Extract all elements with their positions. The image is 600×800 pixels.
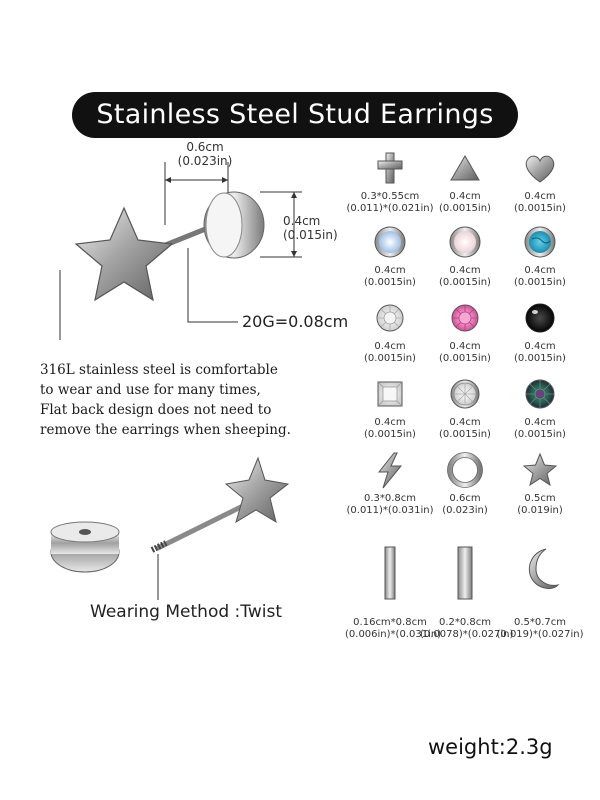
size-cm: 0.4cm <box>374 265 406 276</box>
size-cm: 0.16cm*0.8cm <box>353 617 427 628</box>
black-bead-icon <box>520 298 560 338</box>
height-cm: 0.4cm <box>283 214 321 228</box>
height-dimension-label <box>283 214 353 242</box>
size-in: (0.0015in) <box>439 277 491 288</box>
earring-item <box>495 222 585 289</box>
height-in: (0.015in) <box>283 228 338 242</box>
round-crystal-icon <box>445 374 485 414</box>
description-line: 316L stainless steel is comfortable <box>40 362 278 378</box>
size-in: (0.0015in) <box>439 353 491 364</box>
size-in: (0.0015in) <box>439 429 491 440</box>
size-in: (0.011)*(0.021in) <box>346 203 434 214</box>
size-cm: 0.2*0.8cm <box>438 617 492 628</box>
abalone-crystal-icon <box>520 374 560 414</box>
size-cm: 0.3*0.8cm <box>363 493 417 504</box>
earring-size-caption <box>495 265 585 289</box>
cross-icon <box>370 148 410 188</box>
earring-item <box>495 148 585 215</box>
width-in: (0.023in) <box>177 154 233 168</box>
heart-icon <box>520 148 560 188</box>
turquoise-icon <box>520 222 560 262</box>
earring-size-caption <box>495 417 585 441</box>
size-in: (0.0015in) <box>514 203 566 214</box>
description-line: remove the earrings when sheeping. <box>40 422 291 438</box>
size-in: (0.0015in) <box>439 203 491 214</box>
wearing-method-diagram <box>40 450 310 610</box>
size-cm: 0.4cm <box>449 191 481 202</box>
clear-crystal-icon <box>370 298 410 338</box>
size-cm: 0.6cm <box>449 493 481 504</box>
earring-item <box>495 545 585 641</box>
size-cm: 0.4cm <box>524 265 556 276</box>
size-cm: 0.4cm <box>374 417 406 428</box>
earring-item <box>495 298 585 365</box>
size-in: (0.011)*(0.031in) <box>346 505 434 516</box>
star-icon <box>520 450 560 490</box>
gauge-label: 20G=0.08cm <box>242 312 349 331</box>
size-in: (0.019in) <box>517 505 563 516</box>
size-in: (0.006in)*(0.031in) <box>345 629 442 640</box>
size-in: (0.0015in) <box>514 429 566 440</box>
size-in: (0.0078)*(0.027in) <box>420 629 514 640</box>
size-cm: 0.4cm <box>449 341 481 352</box>
size-in: (0.0015in) <box>514 277 566 288</box>
ring-icon <box>445 450 485 490</box>
size-in: (0.0015in) <box>364 429 416 440</box>
earring-size-caption <box>495 341 585 365</box>
earring-size-caption <box>495 191 585 215</box>
lightning-icon <box>370 450 410 490</box>
blue-opal-icon <box>370 222 410 262</box>
size-cm: 0.4cm <box>524 191 556 202</box>
size-cm: 0.3*0.55cm <box>360 191 420 202</box>
width-dimension-label <box>150 140 260 168</box>
description-line: Flat back design does not need to <box>40 402 272 418</box>
size-cm: 0.4cm <box>449 417 481 428</box>
size-in: (0.0015in) <box>514 353 566 364</box>
pink-crystal-icon <box>445 298 485 338</box>
page-title: Stainless Steel Stud Earrings <box>72 92 518 138</box>
earring-size-caption <box>495 617 585 641</box>
size-cm: 0.4cm <box>524 417 556 428</box>
size-cm: 0.5cm <box>524 493 556 504</box>
size-in: (0.0015in) <box>364 353 416 364</box>
triangle-icon <box>445 148 485 188</box>
size-in: (0.0015in) <box>364 277 416 288</box>
thin-bar-icon <box>370 545 410 603</box>
pink-opal-icon <box>445 222 485 262</box>
size-cm: 0.5*0.7cm <box>513 617 567 628</box>
size-in: (0.023in) <box>442 505 488 516</box>
wearing-method-label: Wearing Method :Twist <box>90 602 282 622</box>
size-cm: 0.4cm <box>374 341 406 352</box>
size-cm: 0.4cm <box>524 341 556 352</box>
earring-item <box>495 450 585 517</box>
square-crystal-icon <box>370 374 410 414</box>
size-in: (0.019)*(0.027in) <box>496 629 584 640</box>
moon-icon <box>520 545 560 603</box>
width-cm: 0.6cm <box>186 140 224 154</box>
earring-item <box>495 374 585 441</box>
description-line: to wear and use for many times, <box>40 382 261 398</box>
material-description <box>40 360 340 440</box>
size-cm: 0.4cm <box>449 265 481 276</box>
bar-icon <box>445 545 485 603</box>
earring-size-caption <box>495 493 585 517</box>
weight-label: weight:2.3g <box>428 735 553 759</box>
